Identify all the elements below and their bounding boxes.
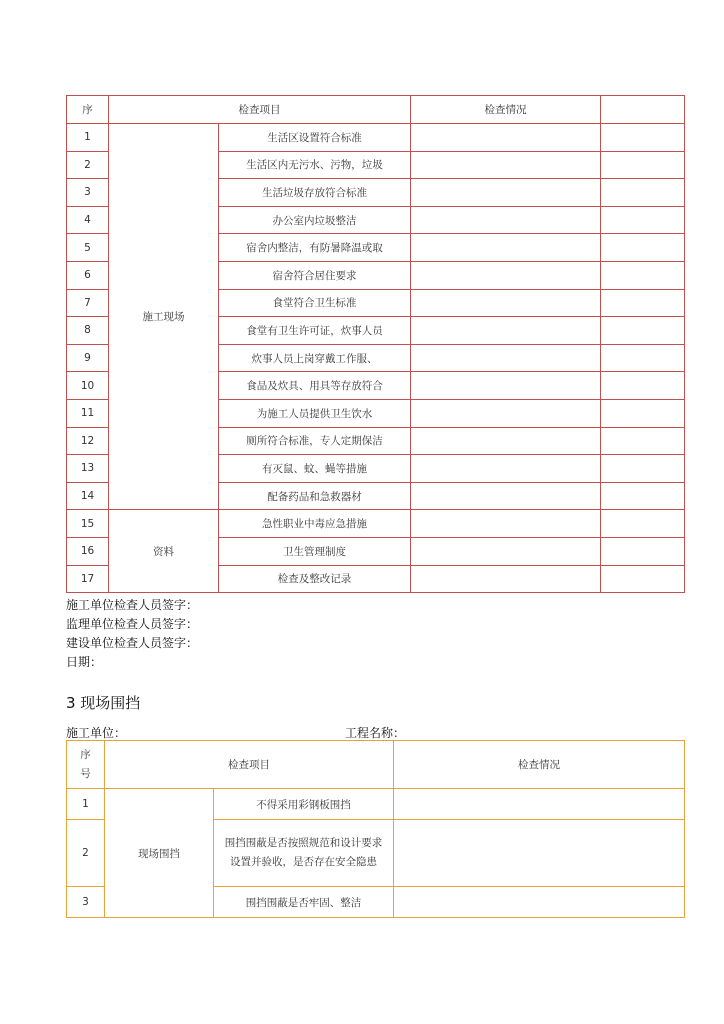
header-item: 检查项目	[105, 741, 394, 789]
row-extra-cell[interactable]	[601, 565, 685, 593]
header-status: 检查情况	[411, 96, 601, 124]
row-extra-cell[interactable]	[601, 537, 685, 565]
row-item: 生活区内无污水、污物，垃圾	[219, 151, 411, 179]
row-number: 8	[67, 317, 109, 345]
signature-line-supervision: 监理单位检查人员签字：	[66, 617, 199, 631]
row-number: 17	[67, 565, 109, 593]
table-row	[67, 789, 685, 820]
row-status-cell[interactable]	[411, 261, 601, 289]
row-item: 办公室内垃圾整洁	[219, 206, 411, 234]
row-extra-cell[interactable]	[601, 261, 685, 289]
row-status-cell[interactable]	[411, 234, 601, 262]
row-extra-cell[interactable]	[601, 179, 685, 207]
row-status-cell[interactable]	[394, 820, 685, 887]
row-extra-cell[interactable]	[601, 399, 685, 427]
row-status-cell[interactable]	[411, 206, 601, 234]
row-extra-cell[interactable]	[601, 510, 685, 538]
signature-line-owner: 建设单位检查人员签字：	[66, 636, 199, 650]
row-extra-cell[interactable]	[601, 234, 685, 262]
row-status-cell[interactable]	[411, 482, 601, 510]
row-status-cell[interactable]	[411, 399, 601, 427]
row-number: 2	[67, 151, 109, 179]
construction-unit-label: 施工单位：	[66, 726, 127, 740]
row-status-cell[interactable]	[411, 151, 601, 179]
row-number: 3	[67, 179, 109, 207]
row-status-cell[interactable]	[411, 179, 601, 207]
row-item: 检查及整改记录	[219, 565, 411, 593]
row-status-cell[interactable]	[411, 124, 601, 152]
header-item: 检查项目	[109, 96, 411, 124]
row-number: 15	[67, 510, 109, 538]
group-label: 现场围挡	[105, 789, 214, 918]
group-label: 资料	[109, 510, 219, 593]
row-number: 7	[67, 289, 109, 317]
row-status-cell[interactable]	[411, 427, 601, 455]
row-item: 宿舍符合居住要求	[219, 261, 411, 289]
row-status-cell[interactable]	[411, 510, 601, 538]
row-item: 食堂符合卫生标准	[219, 289, 411, 317]
row-number: 16	[67, 537, 109, 565]
row-extra-cell[interactable]	[601, 344, 685, 372]
row-status-cell[interactable]	[411, 289, 601, 317]
header-seq: 序 号	[67, 741, 105, 789]
table-header-row	[67, 96, 685, 124]
table-row	[67, 124, 685, 152]
project-name-label: 工程名称：	[345, 726, 406, 740]
row-item: 为施工人员提供卫生饮水	[219, 399, 411, 427]
row-item: 配备药品和急救器材	[219, 482, 411, 510]
row-extra-cell[interactable]	[601, 427, 685, 455]
row-extra-cell[interactable]	[601, 372, 685, 400]
date-line: 日期：	[66, 655, 103, 669]
row-item: 不得采用彩钢板围挡	[214, 789, 394, 820]
row-number: 10	[67, 372, 109, 400]
row-item: 有灭鼠、蚊、蝇等措施	[219, 455, 411, 483]
row-status-cell[interactable]	[394, 789, 685, 820]
row-extra-cell[interactable]	[601, 289, 685, 317]
row-extra-cell[interactable]	[601, 124, 685, 152]
row-item: 厕所符合标准，专人定期保洁	[219, 427, 411, 455]
row-item: 宿舍内整洁，有防暑降温或取	[219, 234, 411, 262]
sanitation-check-table	[66, 95, 685, 593]
signature-block	[66, 596, 198, 672]
group-label: 施工现场	[109, 124, 219, 510]
header-seq: 序	[67, 96, 109, 124]
row-item: 食堂有卫生许可证，炊事人员	[219, 317, 411, 345]
row-item: 生活垃圾存放符合标准	[219, 179, 411, 207]
row-item: 围挡围蔽是否牢固、整洁	[214, 887, 394, 918]
row-item: 围挡围蔽是否按照规范和设计要求设置并验收，是否存在安全隐患	[214, 820, 394, 887]
row-status-cell[interactable]	[411, 344, 601, 372]
row-item: 食品及炊具、用具等存放符合	[219, 372, 411, 400]
row-extra-cell[interactable]	[601, 151, 685, 179]
row-number: 12	[67, 427, 109, 455]
row-item: 生活区设置符合标准	[219, 124, 411, 152]
table-row	[67, 510, 685, 538]
row-item: 炊事人员上岗穿戴工作服、	[219, 344, 411, 372]
row-number: 14	[67, 482, 109, 510]
row-status-cell[interactable]	[411, 455, 601, 483]
row-extra-cell[interactable]	[601, 206, 685, 234]
row-number: 1	[67, 124, 109, 152]
row-number: 5	[67, 234, 109, 262]
row-extra-cell[interactable]	[601, 455, 685, 483]
row-status-cell[interactable]	[411, 372, 601, 400]
table-header-row	[67, 741, 685, 789]
row-number: 13	[67, 455, 109, 483]
signature-line-construction: 施工单位检查人员签字：	[66, 598, 199, 612]
row-item: 急性职业中毒应急措施	[219, 510, 411, 538]
row-status-cell[interactable]	[411, 565, 601, 593]
row-number: 1	[67, 789, 105, 820]
row-status-cell[interactable]	[411, 317, 601, 345]
row-number: 2	[67, 820, 105, 887]
header-status: 检查情况	[394, 741, 685, 789]
row-extra-cell[interactable]	[601, 482, 685, 510]
row-number: 6	[67, 261, 109, 289]
row-number: 3	[67, 887, 105, 918]
row-number: 4	[67, 206, 109, 234]
row-status-cell[interactable]	[394, 887, 685, 918]
enclosure-check-table	[66, 740, 685, 918]
row-number: 9	[67, 344, 109, 372]
section-heading: 3 现场围挡	[66, 694, 141, 712]
row-item: 卫生管理制度	[219, 537, 411, 565]
header-extra	[601, 96, 685, 124]
row-status-cell[interactable]	[411, 537, 601, 565]
row-number: 11	[67, 399, 109, 427]
row-extra-cell[interactable]	[601, 317, 685, 345]
